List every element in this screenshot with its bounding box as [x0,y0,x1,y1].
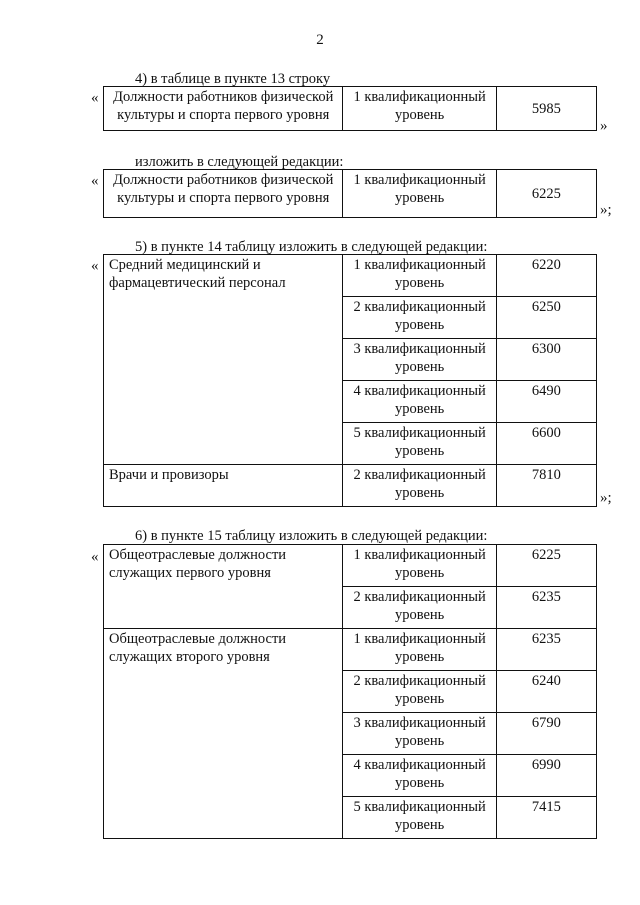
level-cell: 2 квалификационный уровень [343,671,496,713]
value-cell: 7415 [496,797,596,839]
level-cell: 1 квалификационный уровень [343,255,496,297]
table-row [104,255,597,297]
table-row [104,87,597,131]
level-cell: 1 квалификационный уровень [343,87,496,131]
open-quote: « [91,258,99,274]
value-cell: 6235 [496,587,596,629]
item4-old-row-table [103,86,597,131]
item5-table [103,254,597,507]
level-cell: 4 квалификационный уровень [343,381,496,423]
close-quote: »; [600,202,612,218]
item5-intro: 5) в пункте 14 таблицу изложить в следующей редакции: [135,239,488,255]
table-row [104,545,597,587]
value-cell: 6490 [496,381,596,423]
value-cell: 6225 [496,545,596,587]
position-cell: Врачи и провизоры [104,465,343,507]
close-quote: » [600,118,608,134]
value-cell: 6220 [496,255,596,297]
value-cell: 6235 [496,629,596,671]
value-cell: 6600 [496,423,596,465]
value-cell: 6300 [496,339,596,381]
value-cell: 6225 [496,170,596,218]
item4-transition: изложить в следующей редакции: [135,154,344,170]
level-cell: 2 квалификационный уровень [343,297,496,339]
level-cell: 4 квалификационный уровень [343,755,496,797]
item4-intro: 4) в таблице в пункте 13 строку [135,71,331,87]
page-number: 2 [316,32,324,48]
level-cell: 3 квалификационный уровень [343,339,496,381]
value-cell: 6250 [496,297,596,339]
value-cell: 5985 [496,87,596,131]
position-cell: Должности работников физической культуры и спорта первого уровня [104,87,343,131]
level-cell: 2 квалификационный уровень [343,465,496,507]
item6-table [103,544,597,839]
position-cell: Должности работников физической культуры и спорта первого уровня [104,170,343,218]
position-cell: Общеотраслевые должности служащих первого уровня [104,545,343,629]
level-cell: 1 квалификационный уровень [343,170,496,218]
level-cell: 2 квалификационный уровень [343,587,496,629]
level-cell: 5 квалификационный уровень [343,797,496,839]
level-cell: 3 квалификационный уровень [343,713,496,755]
value-cell: 7810 [496,465,596,507]
value-cell: 6790 [496,713,596,755]
table-row [104,629,597,671]
item6-intro: 6) в пункте 15 таблицу изложить в следующей редакции: [135,528,488,544]
level-cell: 5 квалификационный уровень [343,423,496,465]
table-row [104,465,597,507]
open-quote: « [91,549,99,565]
table-row [104,170,597,218]
open-quote: « [91,90,99,106]
value-cell: 6990 [496,755,596,797]
open-quote: « [91,173,99,189]
level-cell: 1 квалификационный уровень [343,629,496,671]
item4-new-row-table [103,169,597,218]
value-cell: 6240 [496,671,596,713]
position-cell: Общеотраслевые должности служащих второго уровня [104,629,343,839]
close-quote: »; [600,490,612,506]
position-cell: Средний медицинский и фармацевтический персонал [104,255,343,465]
level-cell: 1 квалификационный уровень [343,545,496,587]
